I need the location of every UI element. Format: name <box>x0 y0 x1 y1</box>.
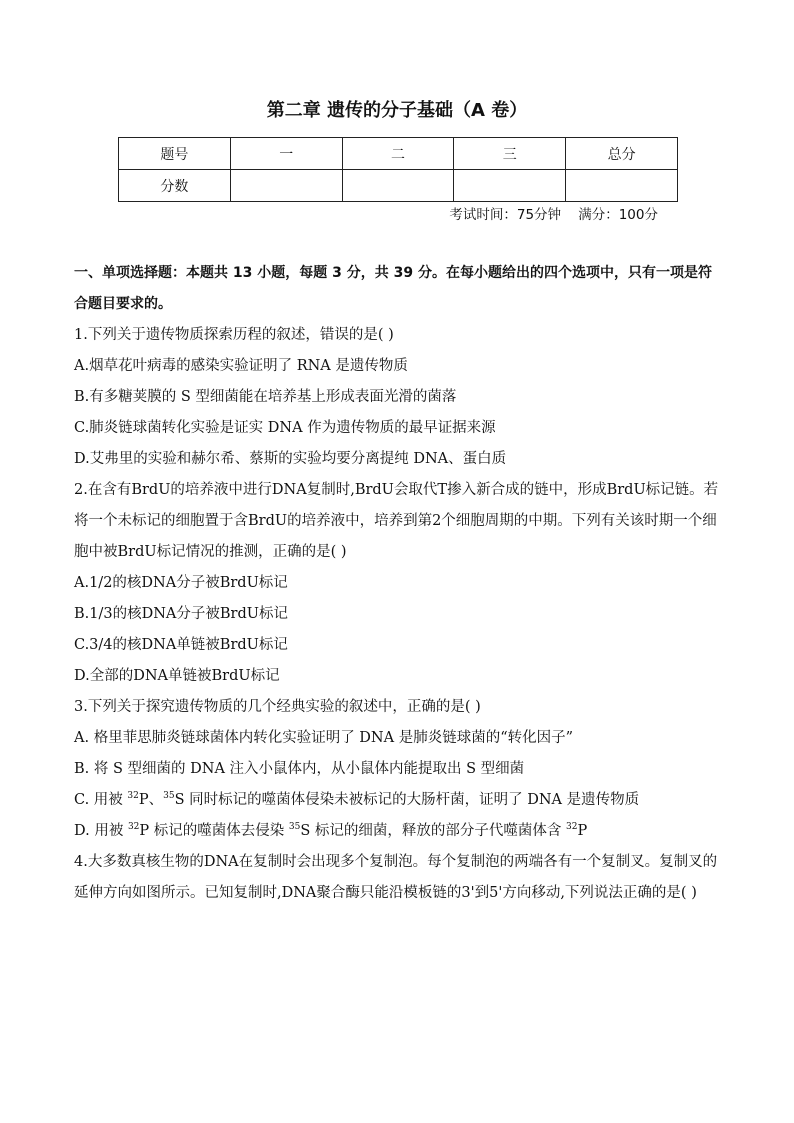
question-1-option-d: D.艾弗里的实验和赫尔希、蔡斯的实验均要分离提纯 DNA、蛋白质 <box>74 451 507 467</box>
question-2-stem: 2.在含有BrdU的培养液中进行DNA复制时,BrdU会取代T掺入新合成的链中，形成BrdU标记链。若将一个未标记的细胞置于含BrdU的培养液中，培养到第2个细胞周期的中期。下列有关该时期一个细胞中被BrdU标记情况的推测，正确的是( ) <box>74 482 719 560</box>
header-cell-part-1: 一 <box>230 138 342 170</box>
page-title: 第二章 遗传的分子基础（A 卷） <box>266 100 528 121</box>
superscript-32: 32 <box>127 822 140 833</box>
question-content <box>74 258 724 909</box>
option-d-text-1: D. 用被 <box>74 823 128 839</box>
section-heading: 一、单项选择题：本题共 13 小题，每题 3 分，共 39 分。在每小题给出的四个选项中，只有一项是符合题目要求的。 <box>74 265 712 312</box>
superscript-35: 35 <box>288 822 301 833</box>
option-d-text-2: P 标记的噬菌体去侵染 <box>139 823 289 839</box>
header-cell-part-3: 三 <box>454 138 566 170</box>
score-table <box>118 137 678 202</box>
question-2-option-d: D.全部的DNA单链被BrdU标记 <box>74 668 280 684</box>
question-3-option-d <box>74 816 724 847</box>
option-d-text-4: P <box>577 823 588 839</box>
score-cell-part-3[interactable] <box>454 170 566 202</box>
question-2-option-b: B.1/3的核DNA分子被BrdU标记 <box>74 606 288 622</box>
question-3-option-a: A. 格里菲思肺炎链球菌体内转化实验证明了 DNA 是肺炎链球菌的“转化因子” <box>74 730 574 746</box>
question-1-option-c: C.肺炎链球菌转化实验是证实 DNA 作为遗传物质的最早证据来源 <box>74 420 496 436</box>
option-c-text-1: C. 用被 <box>74 792 128 808</box>
superscript-32: 32 <box>565 822 578 833</box>
score-table-score-row <box>119 170 678 202</box>
score-table-header-row <box>119 138 678 170</box>
superscript-32: 32 <box>127 791 139 802</box>
header-cell-total: 总分 <box>566 138 678 170</box>
row-label-score: 分数 <box>119 170 231 202</box>
option-c-text-2: P、 <box>138 792 164 808</box>
question-3-option-b: B. 将 S 型细菌的 DNA 注入小鼠体内，从小鼠体内能提取出 S 型细菌 <box>74 761 525 777</box>
header-cell-question-no: 题号 <box>119 138 231 170</box>
question-1-option-b: B.有多糖荚膜的 S 型细菌能在培养基上形成表面光滑的菌落 <box>74 389 457 405</box>
question-3-stem: 3.下列关于探究遗传物质的几个经典实验的叙述中，正确的是( ) <box>74 699 481 715</box>
score-cell-part-2[interactable] <box>342 170 454 202</box>
question-1-stem: 1.下列关于遗传物质探索历程的叙述，错误的是( ) <box>74 327 394 343</box>
superscript-35: 35 <box>163 791 175 802</box>
option-c-text-3: S 同时标记的噬菌体侵染未被标记的大肠杆菌，证明了 DNA 是遗传物质 <box>174 792 640 808</box>
question-2-option-c: C.3/4的核DNA单链被BrdU标记 <box>74 637 288 653</box>
exam-info: 考试时间：75分钟 满分：100分 <box>449 207 658 223</box>
header-cell-part-2: 二 <box>342 138 454 170</box>
score-cell-total[interactable] <box>566 170 678 202</box>
score-cell-part-1[interactable] <box>230 170 342 202</box>
question-3-option-c <box>74 785 724 816</box>
option-d-text-3: S 标记的细菌，释放的部分子代噬菌体含 <box>300 823 566 839</box>
question-2-option-a: A.1/2的核DNA分子被BrdU标记 <box>74 575 288 591</box>
question-1-option-a: A.烟草花叶病毒的感染实验证明了 RNA 是遗传物质 <box>74 358 408 374</box>
question-4-stem: 4.大多数真核生物的DNA在复制时会出现多个复制泡。每个复制泡的两端各有一个复制叉。复制叉的延伸方向如图所示。已知复制时,DNA聚合酶只能沿模板链的3'到5'方向移动,下列说法正确的是( ) <box>74 854 718 901</box>
